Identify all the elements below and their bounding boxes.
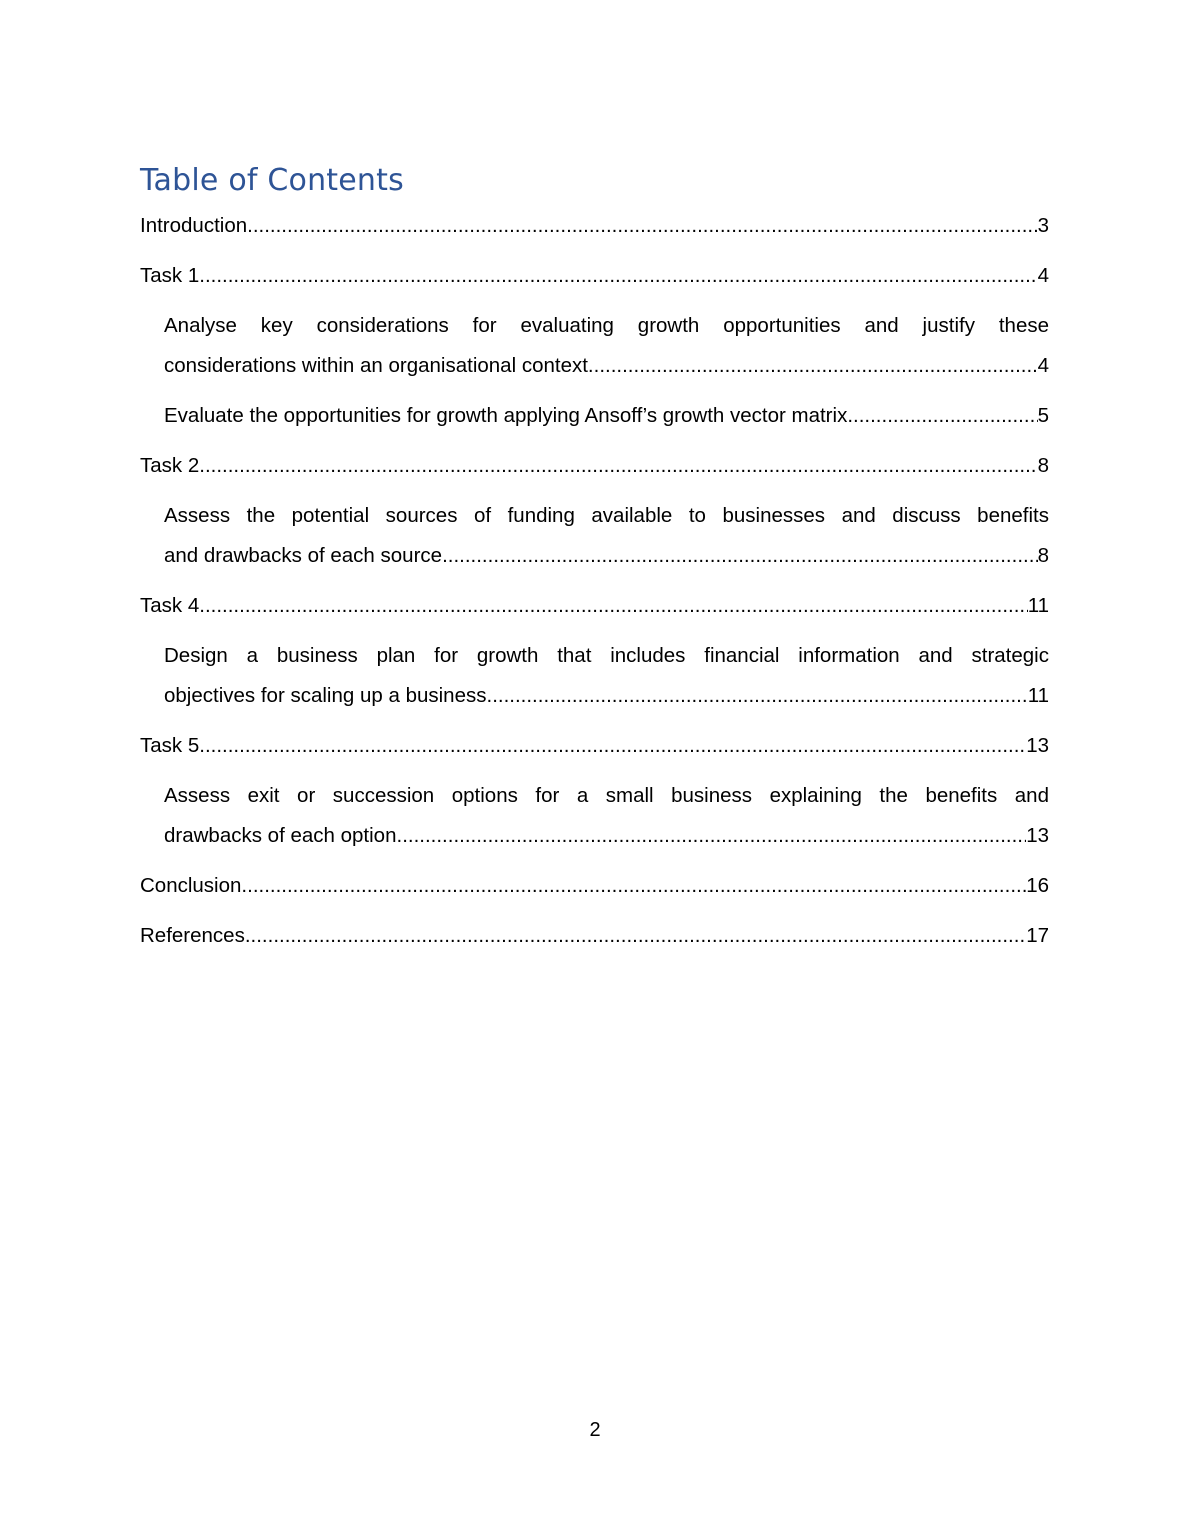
toc-entry-text: References [140,924,245,947]
toc-page-number: 11 [1027,594,1049,617]
toc-leader-dots [853,396,1038,436]
toc-entry-evaluate-opportunities[interactable] [140,396,1049,436]
toc-entry-text: Conclusion [140,874,242,897]
toc-leader-dots [594,346,1038,386]
toc-entry-text: Introduction [140,214,248,237]
toc-page-number: 4 [1037,354,1049,377]
toc-entry-text: Task 4 [140,594,200,617]
toc-leader-dots [442,536,1038,576]
toc-page-number: 4 [1037,264,1049,287]
toc-page-number: 16 [1026,874,1049,897]
toc-entry-task-2[interactable] [140,446,1049,486]
toc-entry-sources-of-funding[interactable] [140,496,1049,576]
page-number: 2 [589,1419,601,1441]
toc-leader-dots [492,676,1028,716]
toc-page-number: 8 [1037,454,1049,477]
toc-entry-text: Task 2 [140,454,200,477]
toc-page-number: 3 [1037,214,1049,237]
toc-title: Table of Contents [140,163,404,198]
toc-entry-exit-succession[interactable] [140,776,1049,856]
toc-page-number: 5 [1037,404,1049,427]
toc-entry-text: Evaluate the opportunities for growth applying Ansoff’s growth vector matrix. [164,404,854,427]
toc-leader-dots [241,866,1026,906]
toc-entry-task-1[interactable] [140,256,1049,296]
toc-page-number: 13 [1026,824,1049,847]
toc-page-number: 13 [1026,734,1049,757]
toc-leader-dots [199,446,1037,486]
toc-page-number: 17 [1026,924,1049,947]
toc-entry-text: considerations within an organisational context. [164,354,594,377]
toc-entry-text: Task 5 [140,734,200,757]
toc-page-number: 8 [1037,544,1049,567]
toc-entry-first-line: Assess the potential sources of funding available to businesses and discuss benefits [164,504,1049,527]
toc-leader-dots [199,586,1027,626]
toc-entry-text: Task 1 [140,264,200,287]
toc-entry-task-4[interactable] [140,586,1049,626]
toc-entry-first-line: Design a business plan for growth that includes financial information and strategic [164,644,1049,667]
toc-entry-text: and drawbacks of each source [164,544,443,567]
toc-entry-conclusion[interactable] [140,866,1049,906]
toc-entry-analyse-key-considerations[interactable] [140,306,1049,386]
toc-entry-text: drawbacks of each option. [164,824,403,847]
toc-entry-first-line: Analyse key considerations for evaluating growth opportunities and justify these [164,314,1049,337]
toc-page-number: 11 [1027,684,1049,707]
toc-leader-dots [402,816,1026,856]
toc-list [140,206,1049,956]
toc-entry-text: objectives for scaling up a business. [164,684,493,707]
toc-leader-dots [199,726,1026,766]
toc-entry-references[interactable] [140,916,1049,956]
document-page [140,160,1049,966]
toc-leader-dots [247,206,1037,246]
toc-entry-task-5[interactable] [140,726,1049,766]
toc-entry-introduction[interactable] [140,206,1049,246]
toc-leader-dots [199,256,1037,296]
toc-entry-business-plan[interactable] [140,636,1049,716]
toc-leader-dots [245,916,1026,956]
toc-entry-first-line: Assess exit or succession options for a small business explaining the benefits and [164,784,1049,807]
